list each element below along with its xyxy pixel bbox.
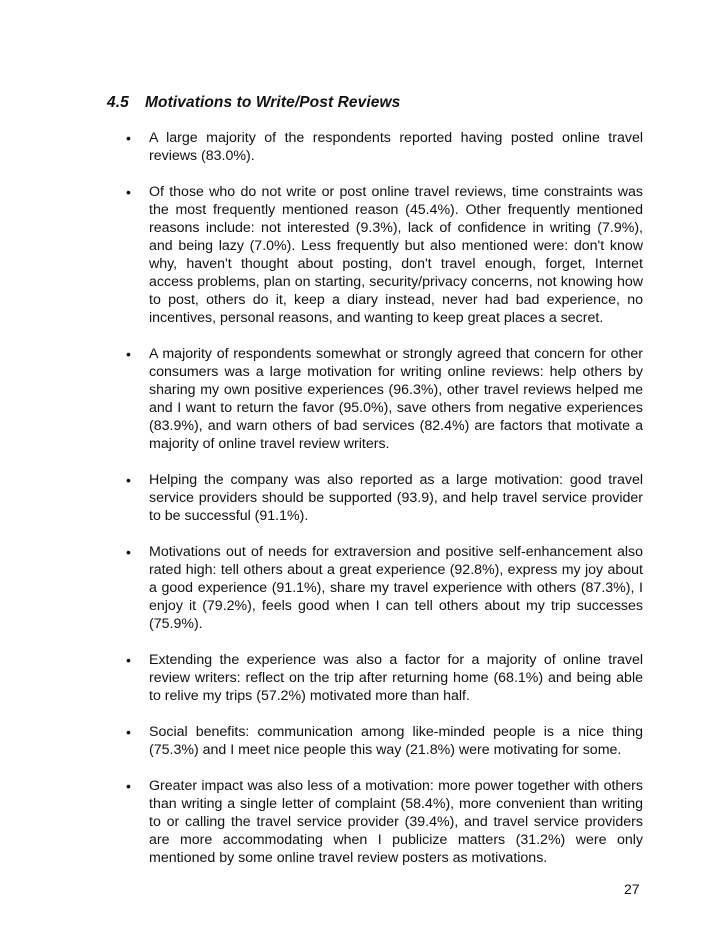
bullet-icon: • — [126, 472, 131, 488]
bullet-text: Helping the company was also reported as a large motivation: good travel service providers should be supported (93.9), and help travel service provider to be successful (91.1%). — [149, 472, 643, 524]
list-item — [0, 471, 728, 525]
list-item — [0, 543, 728, 633]
bullet-icon: • — [126, 652, 131, 668]
section-heading — [107, 94, 400, 112]
list-item — [0, 345, 728, 453]
list-item — [0, 777, 728, 867]
bullet-text: Extending the experience was also a factor for a majority of online travel review writers: reflect on the trip after returning home (68.1%) and being able to relive my trips (57.2%) motivated more than half. — [149, 652, 643, 704]
page-number: 27 — [624, 881, 640, 897]
bullet-icon: • — [126, 778, 131, 794]
bullet-list — [0, 129, 728, 885]
bullet-text: A majority of respondents somewhat or strongly agreed that concern for other consumers was a large motivation for writing online reviews: help others by sharing my own positive experiences (96.3%), other travel reviews helped me and I want to return the favor (95.0%), save others from negative experiences (83.9%), and warn others of bad services (82.4%) are factors that motivate a majority of online travel review writers. — [149, 346, 643, 452]
list-item — [0, 723, 728, 759]
bullet-icon: • — [126, 184, 131, 200]
bullet-text: Social benefits: communication among like-minded people is a nice thing (75.3%) and I meet nice people this way (21.8%) were motivating for some. — [149, 724, 643, 758]
list-item — [0, 129, 728, 165]
bullet-text: A large majority of the respondents reported having posted online travel reviews (83.0%). — [149, 130, 643, 164]
list-item — [0, 651, 728, 705]
bullet-text: Greater impact was also less of a motivation: more power together with others than writing a single letter of complaint (58.4%), more convenient than writing to or calling the travel service provider (39.4%), and travel service providers are more accommodating when I publicize matters (31.2%) were only mentioned by some online travel review posters as motivations. — [149, 778, 643, 866]
section-number: 4.5 — [107, 94, 129, 111]
bullet-icon: • — [126, 346, 131, 362]
bullet-text: Motivations out of needs for extraversion and positive self-enhancement also rated high: tell others about a great experience (92.8%), express my joy about a good experience (91.1%), share my travel experience with others (87.3%), I enjoy it (79.2%), feels good when I can tell others about my trip successes (75.9%). — [149, 544, 643, 632]
section-title: Motivations to Write/Post Reviews — [145, 94, 401, 111]
list-item — [0, 183, 728, 327]
bullet-icon: • — [126, 724, 131, 740]
bullet-text: Of those who do not write or post online travel reviews, time constraints was the most frequently mentioned reason (45.4%). Other frequently mentioned reasons include: not interested (9.3%), lack of confidence in writing (7.9%), and being lazy (7.0%). Less frequently but also mentioned were: don't know why, haven't thought about posting, don't travel enough, forget, Internet access problems, plan on starting, security/privacy concerns, not knowing how to post, others do it, keep a diary instead, never had bad experience, no incentives, personal reasons, and wanting to keep great places a secret. — [149, 184, 643, 326]
bullet-icon: • — [126, 130, 131, 146]
bullet-icon: • — [126, 544, 131, 560]
